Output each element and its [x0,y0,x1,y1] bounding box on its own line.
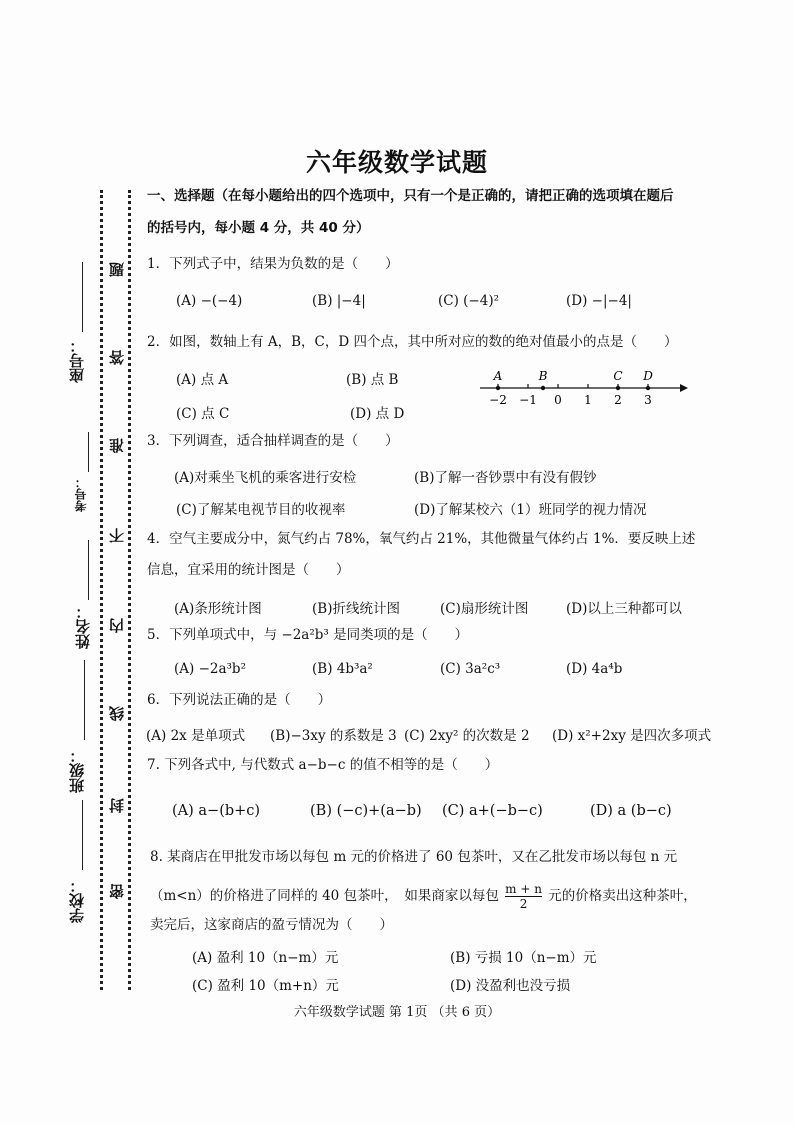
seal-char: 封 [108,798,126,813]
q7-option-b: (B) (−c)+(a−b) [310,803,422,819]
exam-no-label: 考号： [74,476,88,512]
page-footer: 六年级数学试题 第 1页 （共 6 页） [293,1005,501,1020]
q6-option-a: (A) 2x 是单项式 [146,728,246,744]
exam-no-underline [88,432,89,472]
number-line-point-label: C [613,370,623,383]
q2-option-a: (A) 点 A [176,372,229,388]
seal-char: 题 [108,262,126,277]
number-line-point [541,386,545,390]
q7-option-d: (D) a (b−c) [590,803,672,819]
q2-option-b: (B) 点 B [346,372,399,388]
q6-option-d: (D) x²+2xy 是四次多项式 [552,728,712,744]
q3-option-d: (D)了解某校六（1）班同学的视力情况 [414,502,647,518]
q3-option-c: (C)了解某电视节目的收视率 [176,502,346,518]
seal-char: 内 [108,618,126,633]
number-line-tick-label: 3 [644,393,652,407]
seal-char: 不 [108,528,126,543]
page-title: 六年级数学试题 [305,148,488,177]
q3-stem: 3．下列调查，适合抽样调查的是（ ） [147,433,399,449]
q1-option-d: (D) −|−4| [566,293,632,309]
q3-option-a: (A)对乘坐飞机的乘客进行安检 [174,470,357,486]
q8-option-b: (B) 亏损 10（n−m）元 [450,950,597,966]
class-label: 班级： [68,748,86,793]
q2-option-d: (D) 点 D [350,406,405,422]
q5-stem: 5．下列单项式中，与 −2a²b³ 是同类项的是（ ） [147,627,469,643]
q7-option-a: (A) a−(b+c) [172,803,261,819]
q1-option-b: (B) |−4| [312,293,366,309]
number-line-point [646,386,650,390]
seal-char: 线 [108,706,126,721]
number-line-point-label: D [643,370,653,383]
q5-option-b: (B) 4b³a² [312,661,373,677]
section-instructions-line1: 一、选择题（在每小题给出的四个选项中，只有一个是正确的，请把正确的选项填在题后 [147,188,674,204]
q6-option-c: (C) 2xy² 的次数是 2 [404,728,530,744]
q4-stem-line1: 4．空气主要成分中，氮气约占 78%，氧气约占 21%，其他微量气体约占 1%．要反映上述 [147,531,696,547]
q8-stem-line2-end: 元的价格卖出这种茶叶， [548,888,697,904]
q5-option-c: (C) 3a²c³ [440,661,501,677]
seat-underline [82,262,83,332]
q8-stem-line1: 8. 某商店在甲批发市场以每包 m 元的价格进了 60 包茶叶，又在乙批发市场以每包 n 元 [150,849,678,865]
school-underline [82,800,83,870]
number-line-figure [480,370,690,410]
number-line-tick-label: −2 [489,393,507,407]
section-instructions-line2: 的括号内，每小题 4 分，共 40 分） [147,220,370,236]
q7-stem: 7. 下列各式中, 与代数式 a−b−c 的值不相等的是（ ） [147,757,499,773]
q1-option-a: (A) −(−4) [176,293,243,309]
number-line-tick-label: 1 [584,393,592,407]
school-label: 学校： [68,878,86,923]
q8-option-c: (C) 盈利 10（m+n）元 [192,978,339,994]
q8-option-d: (D) 没盈利也没亏损 [450,978,571,994]
seal-char: 答 [108,350,126,365]
seal-char: 准 [108,438,126,453]
number-line-arrow [680,384,688,392]
q8-stem-line3: 卖完后，这家商店的盈亏情况为（ ） [150,917,393,933]
q4-stem-line2: 信息，宜采用的统计图是（ ） [147,562,350,578]
name-underline [88,540,89,600]
q1-option-c: (C) (−4)² [438,293,500,309]
number-line-tick-label: −1 [519,393,537,407]
q8-stem-line2-start: （m<n）的价格进了同样的 40 包茶叶， 如果商家以每包 [150,888,499,904]
q3-option-b: (B)了解一沓钞票中有没有假钞 [414,470,597,486]
q4-option-c: (C)扇形统计图 [440,601,529,617]
q8-fraction-numerator: m + n [505,882,542,896]
q8-fraction-denominator: 2 [519,897,528,911]
q6-stem: 6．下列说法正确的是（ ） [147,692,332,708]
number-line-point-label: B [538,370,548,383]
q5-option-a: (A) −2a³b² [174,661,246,677]
q4-option-b: (B)折线统计图 [312,601,400,617]
q6-option-b: (B)−3xy 的系数是 3 [270,728,397,744]
q2-stem: 2．如图，数轴上有 A，B，C，D 四个点，其中所对应的数的绝对值最小的点是（ ） [147,334,678,350]
q7-option-c: (C) a+(−b−c) [442,803,543,819]
name-label: 姓名： [74,604,92,649]
q8-stem-line2 [150,882,697,911]
right-dotted-line [128,190,131,990]
left-dotted-line [100,190,103,990]
q5-option-d: (D) 4a⁴b [566,661,623,677]
seat-label: 座号： [68,338,86,383]
q8-fraction [505,882,542,911]
q4-option-d: (D)以上三种都可以 [566,601,682,617]
number-line-point [616,386,620,390]
number-line-tick-label: 2 [614,393,622,407]
q1-stem: 1．下列式子中，结果为负数的是（ ） [147,256,399,272]
q8-option-a: (A) 盈利 10（n−m）元 [192,950,339,966]
number-line-point [496,386,500,390]
q4-option-a: (A)条形统计图 [174,601,262,617]
number-line-tick-label: 0 [554,393,562,407]
class-underline [84,660,85,740]
q2-option-c: (C) 点 C [176,406,230,422]
seal-char: 密 [108,884,126,899]
number-line-point-label: A [493,370,503,383]
